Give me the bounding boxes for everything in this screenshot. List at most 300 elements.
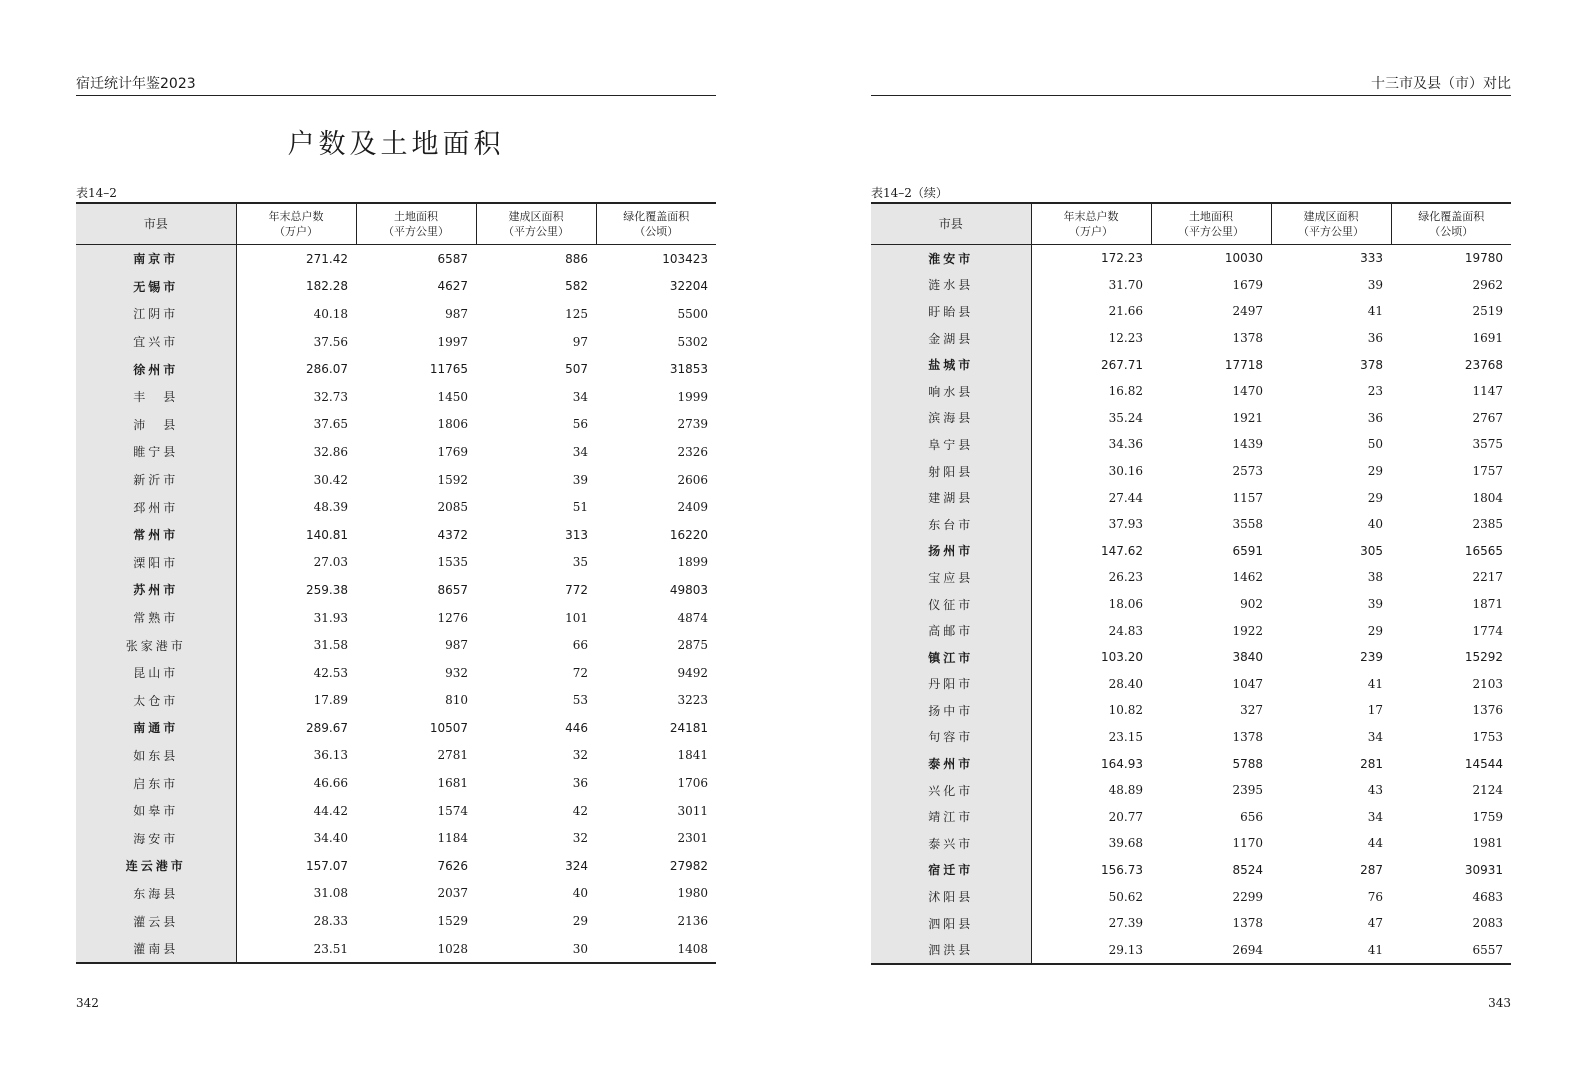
county-name: 江阴市 — [76, 300, 236, 328]
green-area-value: 1753 — [1472, 729, 1503, 744]
households-value: 35.24 — [1108, 410, 1143, 425]
green-area-value: 6557 — [1472, 942, 1503, 957]
built-area-value: 97 — [572, 334, 588, 349]
households-value: 164.93 — [1101, 756, 1143, 771]
built-area-value: 47 — [1367, 916, 1383, 931]
green-area-value: 2136 — [677, 914, 708, 929]
built-area-value: 582 — [565, 279, 588, 294]
households-value: 27.39 — [1108, 916, 1143, 931]
county-name: 灌南县 — [76, 935, 236, 964]
built-area-value: 39 — [1367, 597, 1383, 612]
green-area-value: 3223 — [677, 693, 708, 708]
built-area-value: 378 — [1360, 357, 1383, 372]
header-green-area: 绿化覆盖面积 （公顷） — [1391, 203, 1511, 245]
households-value: 157.07 — [306, 858, 348, 873]
built-area-value: 34 — [1367, 809, 1383, 824]
built-area-value: 50 — [1367, 437, 1383, 452]
land-area-value: 1529 — [437, 914, 468, 929]
county-name: 东台市 — [871, 511, 1031, 538]
households-value: 147.62 — [1101, 543, 1143, 558]
green-area-value: 1980 — [677, 886, 708, 901]
county-name: 太仓市 — [76, 687, 236, 715]
built-area-value: 40 — [572, 886, 588, 901]
households-value: 39.68 — [1108, 836, 1143, 851]
households-value: 27.03 — [313, 555, 348, 570]
land-area-value: 1681 — [437, 776, 468, 791]
built-area-value: 507 — [565, 362, 588, 377]
land-area-value: 1921 — [1232, 410, 1263, 425]
county-name: 滨海县 — [871, 405, 1031, 432]
table-row — [871, 750, 1511, 777]
table-row — [871, 564, 1511, 591]
table-row — [76, 880, 716, 908]
table-row — [76, 576, 716, 604]
county-name: 东海县 — [76, 880, 236, 908]
green-area-value: 2409 — [677, 500, 708, 515]
households-value: 30.42 — [313, 472, 348, 487]
households-value: 28.40 — [1108, 676, 1143, 691]
land-area-value: 1806 — [437, 417, 468, 432]
built-area-value: 29 — [1367, 490, 1383, 505]
land-area-value: 1184 — [437, 831, 468, 846]
built-area-value: 44 — [1367, 836, 1383, 851]
county-name: 扬中市 — [871, 697, 1031, 724]
header-land-area: 土地面积 （平方公里） — [356, 203, 476, 245]
county-name: 张家港市 — [76, 631, 236, 659]
green-area-value: 1804 — [1472, 490, 1503, 505]
table-row — [76, 797, 716, 825]
households-value: 18.06 — [1108, 597, 1143, 612]
table-row — [76, 852, 716, 880]
households-value: 23.51 — [313, 941, 348, 956]
table-row — [76, 935, 716, 964]
table-row — [76, 824, 716, 852]
built-area-value: 287 — [1360, 862, 1383, 877]
table-row — [76, 521, 716, 549]
land-area-value: 1439 — [1232, 437, 1263, 452]
county-name: 如皋市 — [76, 797, 236, 825]
page-title: 户数及土地面积 — [287, 129, 505, 160]
green-area-value: 30931 — [1464, 862, 1503, 877]
land-area-value: 6587 — [437, 251, 468, 266]
table-row — [871, 617, 1511, 644]
table-body-right — [871, 245, 1511, 965]
green-area-value: 2385 — [1472, 517, 1503, 532]
table-row — [871, 325, 1511, 352]
green-area-value: 4874 — [677, 610, 708, 625]
green-area-value: 1759 — [1472, 809, 1503, 824]
county-name: 宝应县 — [871, 564, 1031, 591]
green-area-value: 2767 — [1472, 410, 1503, 425]
table-row — [76, 245, 716, 273]
built-area-value: 29 — [572, 914, 588, 929]
land-area-value: 810 — [445, 693, 468, 708]
built-area-value: 40 — [1367, 517, 1383, 532]
green-area-value: 1691 — [1472, 331, 1503, 346]
land-area-value: 327 — [1240, 703, 1263, 718]
green-area-value: 5500 — [677, 306, 708, 321]
green-area-value: 2301 — [677, 831, 708, 846]
built-area-value: 43 — [1367, 783, 1383, 798]
households-value: 267.71 — [1101, 357, 1143, 372]
county-name: 海安市 — [76, 824, 236, 852]
county-name: 扬州市 — [871, 538, 1031, 565]
land-area-value: 3558 — [1232, 517, 1263, 532]
county-name: 常州市 — [76, 521, 236, 549]
header-county: 市县 — [871, 203, 1031, 245]
table-row — [871, 857, 1511, 884]
land-area-value: 2299 — [1232, 889, 1263, 904]
built-area-value: 41 — [1367, 304, 1383, 319]
households-value: 37.65 — [313, 417, 348, 432]
land-area-value: 932 — [445, 665, 468, 680]
table-row — [76, 604, 716, 632]
county-name: 灌云县 — [76, 907, 236, 935]
table-row — [871, 538, 1511, 565]
built-area-value: 72 — [572, 665, 588, 680]
county-name: 常熟市 — [76, 604, 236, 632]
green-area-value: 103423 — [662, 251, 708, 266]
green-area-value: 1981 — [1472, 836, 1503, 851]
county-name: 泗洪县 — [871, 936, 1031, 964]
households-value: 259.38 — [306, 582, 348, 597]
green-area-value: 1841 — [677, 748, 708, 763]
green-area-value: 1871 — [1472, 597, 1503, 612]
built-area-value: 42 — [572, 803, 588, 818]
green-area-value: 2962 — [1472, 277, 1503, 292]
land-area-value: 1679 — [1232, 277, 1263, 292]
county-name: 泗阳县 — [871, 910, 1031, 937]
header-households: 年末总户数 （万户） — [236, 203, 356, 245]
county-name: 泰兴市 — [871, 830, 1031, 857]
households-value: 32.86 — [313, 444, 348, 459]
land-area-value: 2694 — [1232, 942, 1263, 957]
land-area-value: 1470 — [1232, 384, 1263, 399]
households-value: 31.70 — [1108, 277, 1143, 292]
green-area-value: 1408 — [677, 941, 708, 956]
households-value: 48.39 — [313, 500, 348, 515]
land-area-value: 2573 — [1232, 464, 1263, 479]
land-area-value: 8524 — [1232, 862, 1263, 877]
built-area-value: 886 — [565, 251, 588, 266]
table-number: 表14–2 — [76, 186, 117, 200]
county-name: 如东县 — [76, 742, 236, 770]
built-area-value: 29 — [1367, 464, 1383, 479]
households-value: 21.66 — [1108, 304, 1143, 319]
county-name: 盱眙县 — [871, 298, 1031, 325]
built-area-value: 41 — [1367, 942, 1383, 957]
land-area-value: 1378 — [1232, 916, 1263, 931]
households-value: 26.23 — [1108, 570, 1143, 585]
green-area-value: 1774 — [1472, 623, 1503, 638]
households-value: 31.93 — [313, 610, 348, 625]
county-name: 新沂市 — [76, 466, 236, 494]
households-value: 182.28 — [306, 279, 348, 294]
table-body-left — [76, 245, 716, 964]
table-number-continued: 表14–2（续） — [871, 186, 948, 200]
built-area-value: 34 — [572, 444, 588, 459]
land-area-value: 987 — [445, 638, 468, 653]
county-name: 射阳县 — [871, 458, 1031, 485]
county-name: 兴化市 — [871, 777, 1031, 804]
page-number-left: 342 — [76, 996, 99, 1010]
table-row — [871, 298, 1511, 325]
county-name: 徐州市 — [76, 355, 236, 383]
green-area-value: 1999 — [677, 389, 708, 404]
table-row — [871, 644, 1511, 671]
land-area-value: 4372 — [437, 527, 468, 542]
county-name: 溧阳市 — [76, 549, 236, 577]
green-area-value: 1147 — [1472, 384, 1503, 399]
land-area-value: 987 — [445, 306, 468, 321]
table-row — [76, 493, 716, 521]
households-value: 12.23 — [1108, 331, 1143, 346]
built-area-value: 239 — [1360, 650, 1383, 665]
land-area-value: 10507 — [429, 720, 468, 735]
built-area-value: 32 — [572, 748, 588, 763]
table-row — [76, 659, 716, 687]
green-area-value: 14544 — [1464, 756, 1503, 771]
land-area-value: 1574 — [437, 803, 468, 818]
county-name: 响水县 — [871, 378, 1031, 405]
land-area-value: 1378 — [1232, 331, 1263, 346]
built-area-value: 39 — [572, 472, 588, 487]
built-area-value: 34 — [572, 389, 588, 404]
households-value: 24.83 — [1108, 623, 1143, 638]
table-row — [871, 484, 1511, 511]
households-value: 10.82 — [1108, 703, 1143, 718]
households-value: 50.62 — [1108, 889, 1143, 904]
table-row — [871, 245, 1511, 272]
households-value: 29.13 — [1108, 942, 1143, 957]
county-name: 丰 县 — [76, 383, 236, 411]
table-row — [871, 830, 1511, 857]
table-row — [76, 466, 716, 494]
built-area-value: 101 — [565, 610, 588, 625]
county-name: 泰州市 — [871, 750, 1031, 777]
table-row — [871, 724, 1511, 751]
land-area-value: 1028 — [437, 941, 468, 956]
land-area-value: 11765 — [429, 362, 468, 377]
land-area-value: 3840 — [1232, 650, 1263, 665]
land-area-value: 1535 — [437, 555, 468, 570]
table-row — [871, 511, 1511, 538]
built-area-value: 35 — [572, 555, 588, 570]
land-area-value: 656 — [1240, 809, 1263, 824]
running-head-right: 十三市及县（市）对比 — [871, 75, 1511, 96]
land-area-value: 2085 — [437, 500, 468, 515]
green-area-value: 19780 — [1464, 251, 1503, 266]
built-area-value: 313 — [565, 527, 588, 542]
built-area-value: 76 — [1367, 889, 1383, 904]
county-name: 昆山市 — [76, 659, 236, 687]
land-area-value: 1462 — [1232, 570, 1263, 585]
land-area-value: 17718 — [1224, 357, 1263, 372]
households-value: 46.66 — [313, 776, 348, 791]
county-name: 苏州市 — [76, 576, 236, 604]
households-value: 27.44 — [1108, 490, 1143, 505]
table-row — [76, 687, 716, 715]
table-row — [76, 411, 716, 439]
green-area-value: 9492 — [677, 665, 708, 680]
county-name: 连云港市 — [76, 852, 236, 880]
land-area-value: 1170 — [1232, 836, 1263, 851]
left-page — [76, 0, 716, 1077]
built-area-value: 29 — [1367, 623, 1383, 638]
header-green-area: 绿化覆盖面积 （公顷） — [596, 203, 716, 245]
land-area-value: 1378 — [1232, 729, 1263, 744]
green-area-value: 24181 — [669, 720, 708, 735]
county-name: 涟水县 — [871, 272, 1031, 299]
table-row — [871, 936, 1511, 964]
green-area-value: 15292 — [1464, 650, 1503, 665]
county-name: 沭阳县 — [871, 883, 1031, 910]
table-row — [871, 591, 1511, 618]
county-name: 仪征市 — [871, 591, 1031, 618]
built-area-value: 39 — [1367, 277, 1383, 292]
green-area-value: 4683 — [1472, 889, 1503, 904]
households-value: 31.58 — [313, 638, 348, 653]
table-row — [76, 549, 716, 577]
built-area-value: 30 — [572, 941, 588, 956]
table-row — [871, 883, 1511, 910]
households-value: 31.08 — [313, 886, 348, 901]
households-value: 44.42 — [313, 803, 348, 818]
table-row — [871, 671, 1511, 698]
households-value: 28.33 — [313, 914, 348, 929]
land-area-value: 902 — [1240, 597, 1263, 612]
land-area-value: 1276 — [437, 610, 468, 625]
built-area-value: 23 — [1367, 384, 1383, 399]
table-row — [871, 405, 1511, 432]
county-name: 高邮市 — [871, 617, 1031, 644]
green-area-value: 16565 — [1464, 543, 1503, 558]
built-area-value: 281 — [1360, 756, 1383, 771]
green-area-value: 3575 — [1472, 437, 1503, 452]
green-area-value: 1757 — [1472, 464, 1503, 479]
households-value: 48.89 — [1108, 783, 1143, 798]
green-area-value: 2606 — [677, 472, 708, 487]
built-area-value: 34 — [1367, 729, 1383, 744]
households-value: 37.56 — [313, 334, 348, 349]
county-name: 句容市 — [871, 724, 1031, 751]
households-value: 34.40 — [313, 831, 348, 846]
county-name: 邳州市 — [76, 493, 236, 521]
table-row — [76, 714, 716, 742]
table-row — [76, 769, 716, 797]
table-row — [76, 328, 716, 356]
land-area-value: 2037 — [437, 886, 468, 901]
table-row — [871, 351, 1511, 378]
households-value: 40.18 — [313, 306, 348, 321]
land-area-value: 2497 — [1232, 304, 1263, 319]
green-area-value: 2083 — [1472, 916, 1503, 931]
households-value: 16.82 — [1108, 384, 1143, 399]
built-area-value: 36 — [572, 776, 588, 791]
header-built-area: 建成区面积 （平方公里） — [1271, 203, 1391, 245]
land-area-value: 1157 — [1232, 490, 1263, 505]
land-area-value: 1450 — [437, 389, 468, 404]
land-area-value: 2395 — [1232, 783, 1263, 798]
running-head-left: 宿迁统计年鉴2023 — [76, 75, 716, 96]
households-value: 172.23 — [1101, 251, 1143, 266]
county-name: 启东市 — [76, 769, 236, 797]
table-row — [76, 438, 716, 466]
table-header-row — [76, 203, 716, 245]
county-name: 宜兴市 — [76, 328, 236, 356]
table-row — [871, 803, 1511, 830]
land-area-value: 1922 — [1232, 623, 1263, 638]
green-area-value: 2124 — [1472, 783, 1503, 798]
households-value: 30.16 — [1108, 464, 1143, 479]
table-row — [871, 777, 1511, 804]
green-area-value: 16220 — [669, 527, 708, 542]
green-area-value: 1706 — [677, 776, 708, 791]
households-value: 17.89 — [313, 693, 348, 708]
built-area-value: 38 — [1367, 570, 1383, 585]
households-value: 156.73 — [1101, 862, 1143, 877]
county-name: 靖江市 — [871, 803, 1031, 830]
green-area-value: 27982 — [669, 858, 708, 873]
table-row — [871, 458, 1511, 485]
table-row — [76, 355, 716, 383]
right-page — [871, 0, 1511, 1077]
built-area-value: 772 — [565, 582, 588, 597]
green-area-value: 2103 — [1472, 676, 1503, 691]
built-area-value: 305 — [1360, 543, 1383, 558]
built-area-value: 333 — [1360, 251, 1383, 266]
county-name: 镇江市 — [871, 644, 1031, 671]
county-name: 淮安市 — [871, 245, 1031, 272]
households-value: 42.53 — [313, 665, 348, 680]
county-name: 宿迁市 — [871, 857, 1031, 884]
county-name: 建湖县 — [871, 484, 1031, 511]
built-area-value: 53 — [572, 693, 588, 708]
households-value: 32.73 — [313, 389, 348, 404]
table-row — [76, 742, 716, 770]
built-area-value: 32 — [572, 831, 588, 846]
households-value: 23.15 — [1108, 729, 1143, 744]
table-row — [871, 378, 1511, 405]
header-land-area: 土地面积 （平方公里） — [1151, 203, 1271, 245]
green-area-value: 31853 — [669, 362, 708, 377]
land-area-value: 1997 — [437, 334, 468, 349]
table-row — [871, 431, 1511, 458]
green-area-value: 2217 — [1472, 570, 1503, 585]
green-area-value: 2519 — [1472, 304, 1503, 319]
header-county: 市县 — [76, 203, 236, 245]
green-area-value: 1899 — [677, 555, 708, 570]
green-area-value: 2875 — [677, 638, 708, 653]
land-area-value: 4627 — [437, 279, 468, 294]
table-row — [76, 631, 716, 659]
land-area-value: 1047 — [1232, 676, 1263, 691]
data-table-left — [76, 202, 716, 964]
table-row — [871, 272, 1511, 299]
header-built-area: 建成区面积 （平方公里） — [476, 203, 596, 245]
county-name: 南通市 — [76, 714, 236, 742]
green-area-value: 49803 — [669, 582, 708, 597]
built-area-value: 66 — [572, 638, 588, 653]
households-value: 20.77 — [1108, 809, 1143, 824]
built-area-value: 36 — [1367, 410, 1383, 425]
data-table-right — [871, 202, 1511, 965]
land-area-value: 6591 — [1232, 543, 1263, 558]
county-name: 盐城市 — [871, 351, 1031, 378]
households-value: 271.42 — [306, 251, 348, 266]
green-area-value: 3011 — [677, 803, 708, 818]
county-name: 沛 县 — [76, 411, 236, 439]
